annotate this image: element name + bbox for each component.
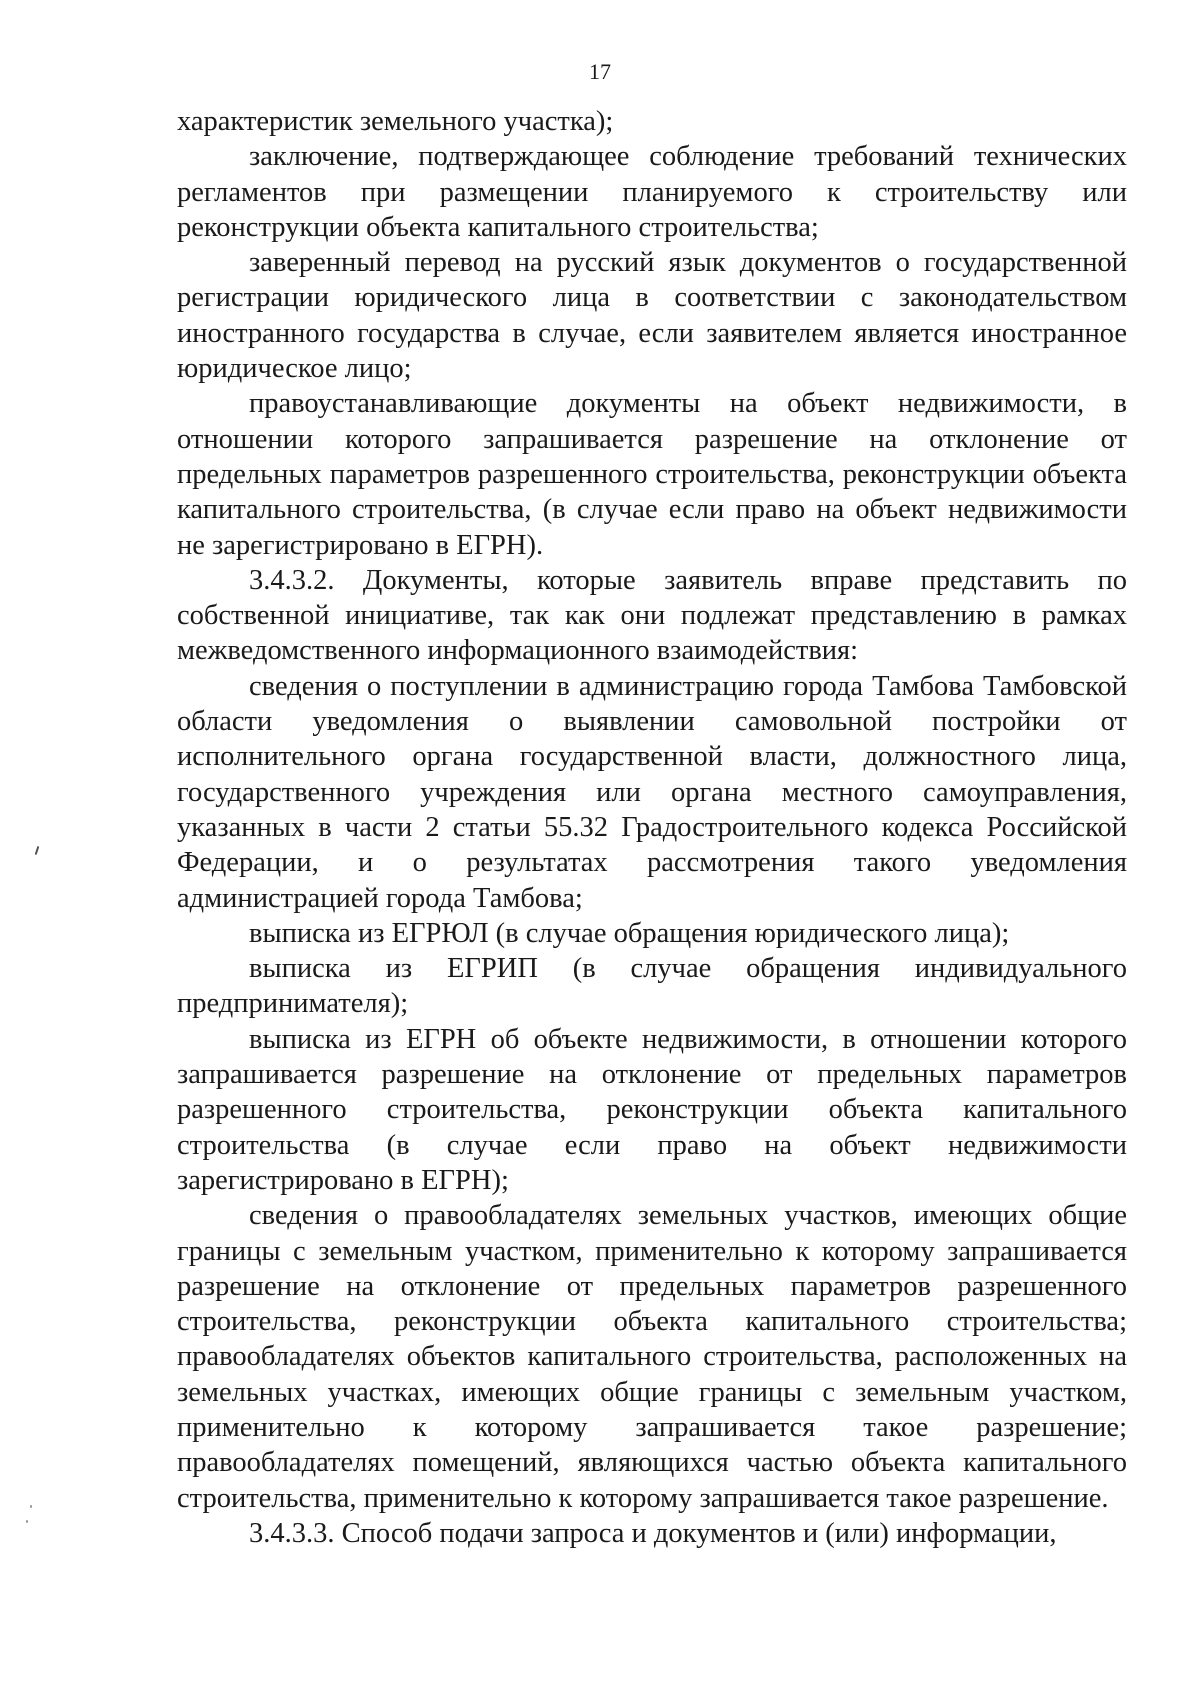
paragraph-egrul-extract: выписка из ЕГРЮЛ (в случае обращения юридического лица); bbox=[249, 917, 1010, 949]
section-3-4-3-3-heading: 3.4.3.3. Способ подачи запроса и документов и (или) информации, bbox=[249, 1517, 1057, 1549]
scan-speck bbox=[26, 1520, 28, 1523]
document-body bbox=[177, 104, 1127, 1551]
paragraph-title-documents: правоустанавливающие документы на объект недвижимости, в отношении которого запрашивается разрешение на отклонение от предельных параметров разрешенного строительства, реконструкции объекта капитального строительства, (в случае если право на объект недвижимости не зарегистрировано в ЕГРН). bbox=[177, 388, 1127, 561]
page-number: 17 bbox=[589, 59, 611, 84]
paragraph-egrn-extract: выписка из ЕГРН об объекте недвижимости, в отношении которого запрашивается разрешение на отклонение от предельных параметров разрешенного строительства, реконструкции объекта капитального строительства (в случае если право на объект недвижимости зарегистрировано в ЕГРН); bbox=[177, 1023, 1127, 1196]
paragraph-conclusion-technical-regulations: заключение, подтверждающее соблюдение требований технических регламентов при размещении планируемого к строительству или реконструкции объекта капитального строительства; bbox=[177, 141, 1127, 243]
paragraph-unauthorized-building-notice: сведения о поступлении в администрацию города Тамбова Тамбовской области уведомления о выявлении самовольной постройки от исполнительного органа государственной власти, должностного лица, государственного учреждения или органа местного самоуправления, указанных в части 2 статьи 55.32 Градостроительного кодекса Российской Федерации, и о результатах рассмотрения такого уведомления администрацией города Тамбова; bbox=[177, 670, 1127, 914]
section-3-4-3-2-heading: 3.4.3.2. Документы, которые заявитель вправе представить по собственной инициативе, так как они подлежат представлению в рамках межведомственного информационного взаимодействия: bbox=[177, 564, 1127, 667]
scan-speck bbox=[30, 1505, 32, 1508]
scan-speck bbox=[35, 846, 40, 855]
paragraph-continuation: характеристик земельного участка); bbox=[177, 106, 614, 137]
paragraph-egrip-extract: выписка из ЕГРИП (в случае обращения индивидуального предпринимателя); bbox=[177, 953, 1127, 1020]
paragraph-certified-translation: заверенный перевод на русский язык документов о государственной регистрации юридического лица в соответствии с законодательством иностранного государства в случае, если заявителем является иностранное юридическое лицо; bbox=[177, 247, 1127, 385]
paragraph-rights-holders-info: сведения о правообладателях земельных участков, имеющих общие границы с земельным участком, применительно к которому запрашивается разрешение на отклонение от предельных параметров разрешенного строительства, реконструкции объекта капитального строительства; правообладателях объектов капитального строительства, расположенных на земельных участках, имеющих общие границы с земельным участком, применительно к которому запрашивается такое разрешение; правообладателях помещений, являющихся частью объекта капитального строительства, применительно к которому запрашивается такое разрешение. bbox=[177, 1200, 1127, 1514]
